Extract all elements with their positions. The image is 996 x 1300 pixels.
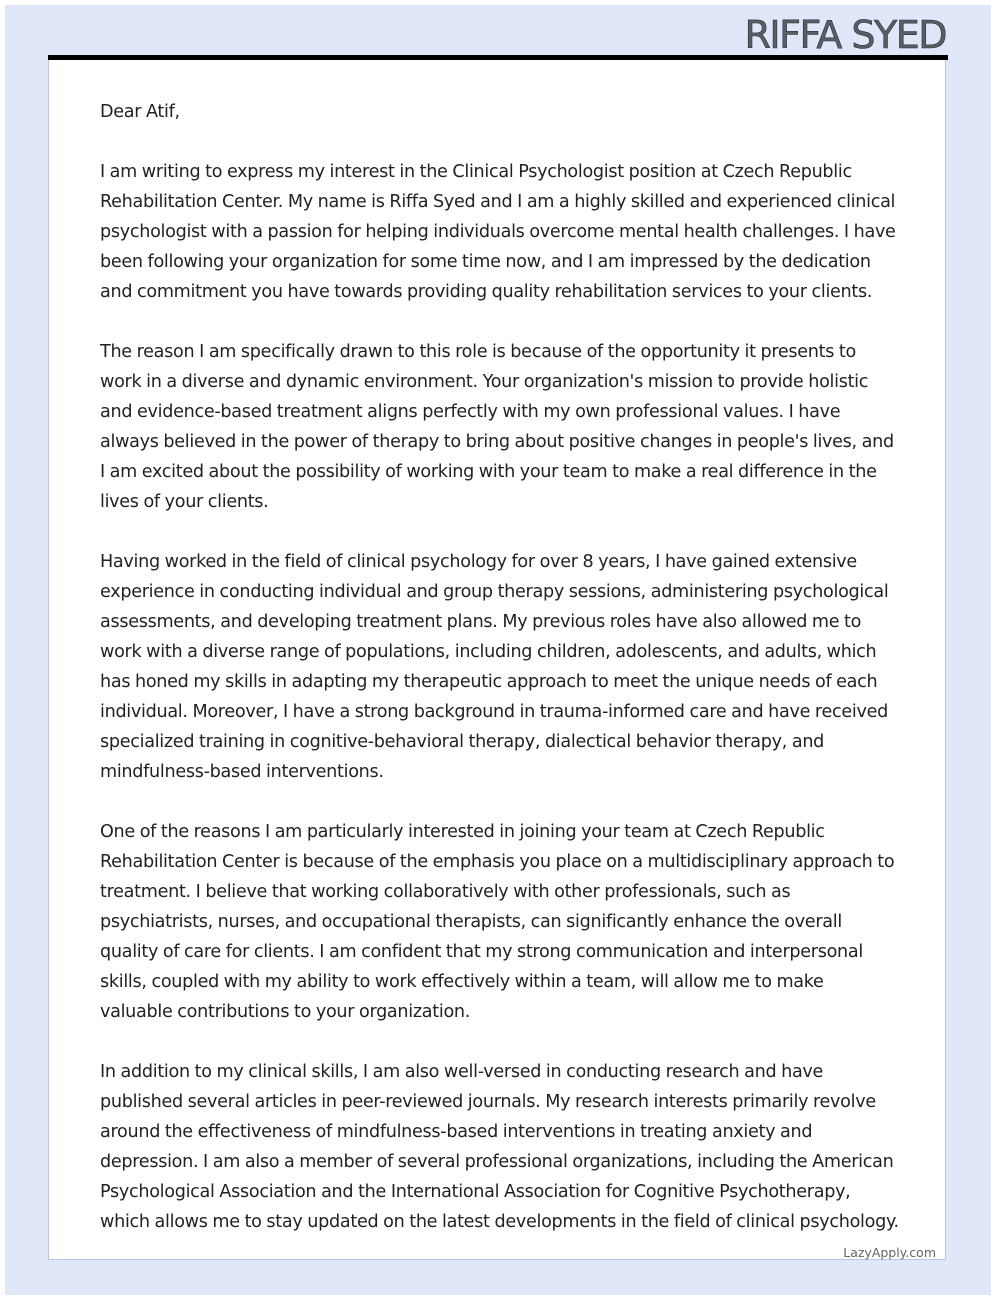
paragraph-5: In addition to my clinical skills, I am also well-versed in conducting research and have published several articles in peer-reviewed journals. My research interests primarily revolve around the effectiveness of mindfulness-based interventions in treating anxiety and depression. I am also a member of several professional organizations, including the American Psychological Association and the International Association for Cognitive Psychotherapy, which allows me to stay updated on the latest developments in the field of clinical psychology. (100, 1062, 899, 1232)
salutation: Dear Atif, (100, 102, 180, 122)
watermark-text: LazyApply.com (843, 1245, 936, 1260)
paragraph-1: I am writing to express my interest in the Clinical Psychologist position at Czech Republic Rehabilitation Center. My name is Riffa Syed and I am a highly skilled and experienced clinical psychologist with a passion for helping individuals overcome mental health challenges. I have been following your organization for some time now, and I am impressed by the dedication and commitment you have towards providing quality rehabilitation services to your clients. (100, 162, 896, 302)
paragraph-4: One of the reasons I am particularly interested in joining your team at Czech Republic Rehabilitation Center is because of the emphasis you place on a multidisciplinary approach to treatment. I believe that working collaboratively with other professionals, such as psychiatrists, nurses, and occupational therapists, can significantly enhance the overall quality of care for clients. I am confident that my strong communication and interpersonal skills, coupled with my ability to work effectively within a team, will allow me to make valuable contributions to your organization. (100, 822, 895, 1022)
applicant-name: RIFFA SYED (744, 13, 946, 57)
paragraph-3: Having worked in the field of clinical psychology for over 8 years, I have gained extensive experience in conducting individual and group therapy sessions, administering psychological assessments, and developing treatment plans. My previous roles have also allowed me to work with a diverse range of populations, including children, adolescents, and adults, which has honed my skills in adapting my therapeutic approach to meet the unique needs of each individual. Moreover, I have a strong background in trauma-informed care and have received specialized training in cognitive-behavioral therapy, dialectical behavior therapy, and mindfulness-based interventions. (100, 552, 889, 782)
letter-body (100, 97, 900, 1267)
paragraph-2: The reason I am specifically drawn to this role is because of the opportunity it presents to work in a diverse and dynamic environment. Your organization's mission to provide holistic and evidence-based treatment aligns perfectly with my own professional values. I have always believed in the power of therapy to bring about positive changes in people's lives, and I am excited about the possibility of working with your team to make a real difference in the lives of your clients. (100, 342, 894, 512)
